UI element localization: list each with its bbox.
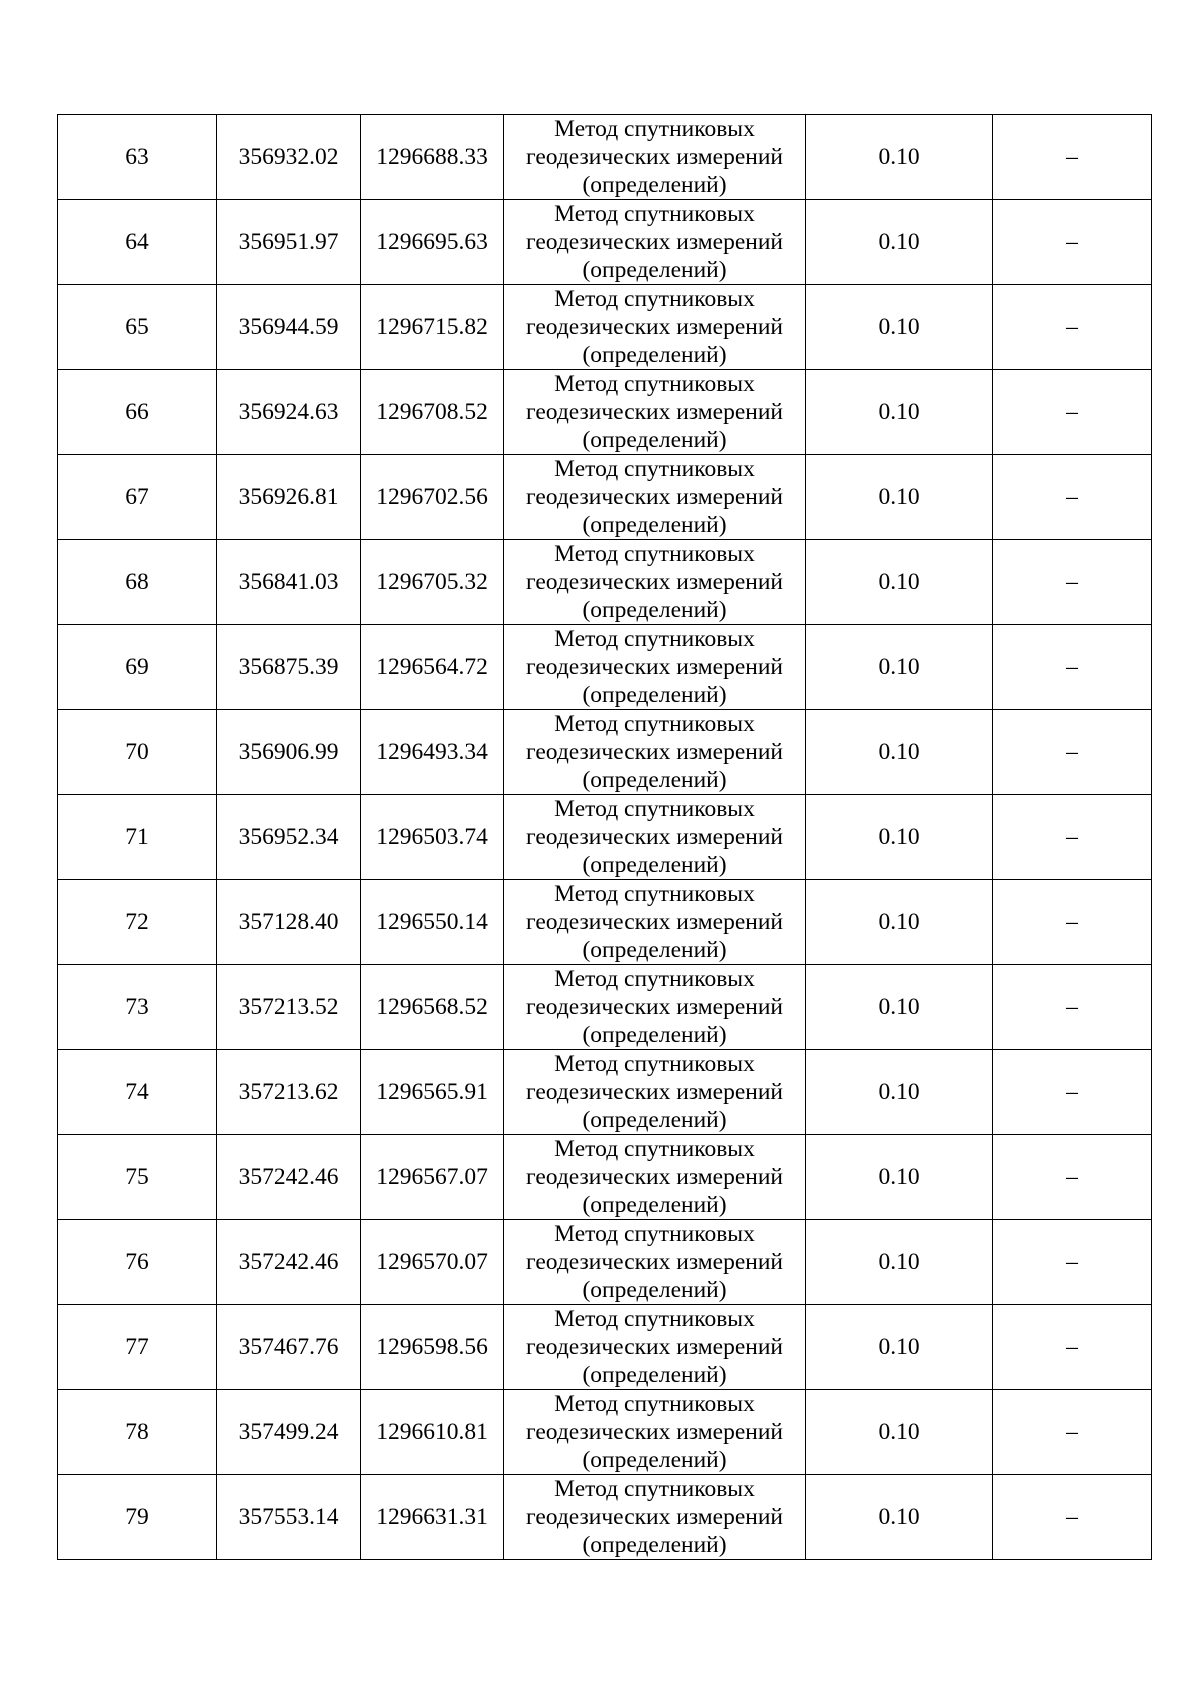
description-cell: – <box>993 1220 1152 1305</box>
x-coordinate-cell: 356841.03 <box>217 540 361 625</box>
accuracy-cell: 0.10 <box>806 370 993 455</box>
method-cell <box>504 1305 806 1390</box>
table-row <box>58 965 1152 1050</box>
description-cell: – <box>993 285 1152 370</box>
method-cell <box>504 540 806 625</box>
table-row <box>58 200 1152 285</box>
y-coordinate-cell: 1296567.07 <box>361 1135 504 1220</box>
method-text: Метод спутниковых геодезических измерений (определений) <box>526 711 783 793</box>
y-coordinate-cell: 1296598.56 <box>361 1305 504 1390</box>
method-text: Метод спутниковых геодезических измерений (определений) <box>526 286 783 368</box>
x-coordinate-cell: 357242.46 <box>217 1135 361 1220</box>
x-coordinate-cell: 357213.52 <box>217 965 361 1050</box>
description-cell: – <box>993 1475 1152 1560</box>
accuracy-cell: 0.10 <box>806 200 993 285</box>
accuracy-cell: 0.10 <box>806 285 993 370</box>
x-coordinate-cell: 357467.76 <box>217 1305 361 1390</box>
x-coordinate-cell: 356924.63 <box>217 370 361 455</box>
description-cell: – <box>993 1390 1152 1475</box>
point-number-cell: 72 <box>58 880 217 965</box>
x-coordinate-cell: 357128.40 <box>217 880 361 965</box>
accuracy-cell: 0.10 <box>806 1135 993 1220</box>
accuracy-cell: 0.10 <box>806 1475 993 1560</box>
y-coordinate-cell: 1296631.31 <box>361 1475 504 1560</box>
point-number-cell: 66 <box>58 370 217 455</box>
table-row <box>58 370 1152 455</box>
point-number-cell: 70 <box>58 710 217 795</box>
point-number-cell: 69 <box>58 625 217 710</box>
description-cell: – <box>993 200 1152 285</box>
accuracy-cell: 0.10 <box>806 1220 993 1305</box>
point-number-cell: 67 <box>58 455 217 540</box>
method-text: Метод спутниковых геодезических измерений (определений) <box>526 371 783 453</box>
point-number-cell: 64 <box>58 200 217 285</box>
accuracy-cell: 0.10 <box>806 455 993 540</box>
description-cell: – <box>993 710 1152 795</box>
method-cell <box>504 200 806 285</box>
x-coordinate-cell: 357213.62 <box>217 1050 361 1135</box>
table-row <box>58 540 1152 625</box>
table-row <box>58 880 1152 965</box>
method-cell <box>504 285 806 370</box>
method-cell <box>504 115 806 200</box>
method-text: Метод спутниковых геодезических измерений (определений) <box>526 1391 783 1473</box>
x-coordinate-cell: 356926.81 <box>217 455 361 540</box>
x-coordinate-cell: 356952.34 <box>217 795 361 880</box>
y-coordinate-cell: 1296568.52 <box>361 965 504 1050</box>
coordinates-table <box>57 114 1152 1560</box>
table-row <box>58 795 1152 880</box>
method-text: Метод спутниковых геодезических измерений (определений) <box>526 881 783 963</box>
y-coordinate-cell: 1296705.32 <box>361 540 504 625</box>
accuracy-cell: 0.10 <box>806 880 993 965</box>
table-row <box>58 1475 1152 1560</box>
description-cell: – <box>993 455 1152 540</box>
table-row <box>58 115 1152 200</box>
y-coordinate-cell: 1296503.74 <box>361 795 504 880</box>
point-number-cell: 74 <box>58 1050 217 1135</box>
y-coordinate-cell: 1296570.07 <box>361 1220 504 1305</box>
accuracy-cell: 0.10 <box>806 1390 993 1475</box>
accuracy-cell: 0.10 <box>806 540 993 625</box>
method-cell <box>504 625 806 710</box>
accuracy-cell: 0.10 <box>806 965 993 1050</box>
x-coordinate-cell: 356944.59 <box>217 285 361 370</box>
x-coordinate-cell: 356875.39 <box>217 625 361 710</box>
point-number-cell: 78 <box>58 1390 217 1475</box>
description-cell: – <box>993 115 1152 200</box>
point-number-cell: 77 <box>58 1305 217 1390</box>
method-cell <box>504 455 806 540</box>
description-cell: – <box>993 1305 1152 1390</box>
table-row <box>58 1390 1152 1475</box>
y-coordinate-cell: 1296695.63 <box>361 200 504 285</box>
table-row <box>58 1050 1152 1135</box>
accuracy-cell: 0.10 <box>806 115 993 200</box>
y-coordinate-cell: 1296565.91 <box>361 1050 504 1135</box>
accuracy-cell: 0.10 <box>806 1050 993 1135</box>
table-row <box>58 625 1152 710</box>
table-row <box>58 1305 1152 1390</box>
x-coordinate-cell: 356932.02 <box>217 115 361 200</box>
point-number-cell: 63 <box>58 115 217 200</box>
x-coordinate-cell: 356951.97 <box>217 200 361 285</box>
method-cell <box>504 1475 806 1560</box>
point-number-cell: 65 <box>58 285 217 370</box>
point-number-cell: 76 <box>58 1220 217 1305</box>
description-cell: – <box>993 1135 1152 1220</box>
point-number-cell: 79 <box>58 1475 217 1560</box>
method-text: Метод спутниковых геодезических измерений (определений) <box>526 1221 783 1303</box>
accuracy-cell: 0.10 <box>806 1305 993 1390</box>
description-cell: – <box>993 370 1152 455</box>
method-cell <box>504 710 806 795</box>
y-coordinate-cell: 1296564.72 <box>361 625 504 710</box>
accuracy-cell: 0.10 <box>806 795 993 880</box>
x-coordinate-cell: 357242.46 <box>217 1220 361 1305</box>
y-coordinate-cell: 1296715.82 <box>361 285 504 370</box>
method-text: Метод спутниковых геодезических измерений (определений) <box>526 1476 783 1558</box>
method-text: Метод спутниковых геодезических измерений (определений) <box>526 1051 783 1133</box>
point-number-cell: 75 <box>58 1135 217 1220</box>
description-cell: – <box>993 540 1152 625</box>
table-row <box>58 285 1152 370</box>
method-text: Метод спутниковых геодезических измерений (определений) <box>526 966 783 1048</box>
x-coordinate-cell: 357553.14 <box>217 1475 361 1560</box>
method-text: Метод спутниковых геодезических измерений (определений) <box>526 796 783 878</box>
table-row <box>58 1220 1152 1305</box>
description-cell: – <box>993 965 1152 1050</box>
y-coordinate-cell: 1296708.52 <box>361 370 504 455</box>
method-text: Метод спутниковых геодезических измерений (определений) <box>526 456 783 538</box>
table-row <box>58 1135 1152 1220</box>
y-coordinate-cell: 1296610.81 <box>361 1390 504 1475</box>
method-cell <box>504 1050 806 1135</box>
method-cell <box>504 1390 806 1475</box>
method-cell <box>504 370 806 455</box>
x-coordinate-cell: 356906.99 <box>217 710 361 795</box>
method-cell <box>504 1135 806 1220</box>
method-text: Метод спутниковых геодезических измерений (определений) <box>526 201 783 283</box>
y-coordinate-cell: 1296688.33 <box>361 115 504 200</box>
table-row <box>58 455 1152 540</box>
y-coordinate-cell: 1296493.34 <box>361 710 504 795</box>
point-number-cell: 73 <box>58 965 217 1050</box>
method-cell <box>504 880 806 965</box>
y-coordinate-cell: 1296550.14 <box>361 880 504 965</box>
accuracy-cell: 0.10 <box>806 710 993 795</box>
method-text: Метод спутниковых геодезических измерений (определений) <box>526 626 783 708</box>
coordinates-table-body <box>58 115 1152 1560</box>
method-text: Метод спутниковых геодезических измерений (определений) <box>526 1306 783 1388</box>
method-cell <box>504 965 806 1050</box>
method-text: Метод спутниковых геодезических измерений (определений) <box>526 116 783 198</box>
method-cell <box>504 795 806 880</box>
method-cell <box>504 1220 806 1305</box>
y-coordinate-cell: 1296702.56 <box>361 455 504 540</box>
point-number-cell: 68 <box>58 540 217 625</box>
method-text: Метод спутниковых геодезических измерений (определений) <box>526 541 783 623</box>
description-cell: – <box>993 625 1152 710</box>
accuracy-cell: 0.10 <box>806 625 993 710</box>
description-cell: – <box>993 1050 1152 1135</box>
description-cell: – <box>993 880 1152 965</box>
table-row <box>58 710 1152 795</box>
description-cell: – <box>993 795 1152 880</box>
method-text: Метод спутниковых геодезических измерений (определений) <box>526 1136 783 1218</box>
x-coordinate-cell: 357499.24 <box>217 1390 361 1475</box>
point-number-cell: 71 <box>58 795 217 880</box>
